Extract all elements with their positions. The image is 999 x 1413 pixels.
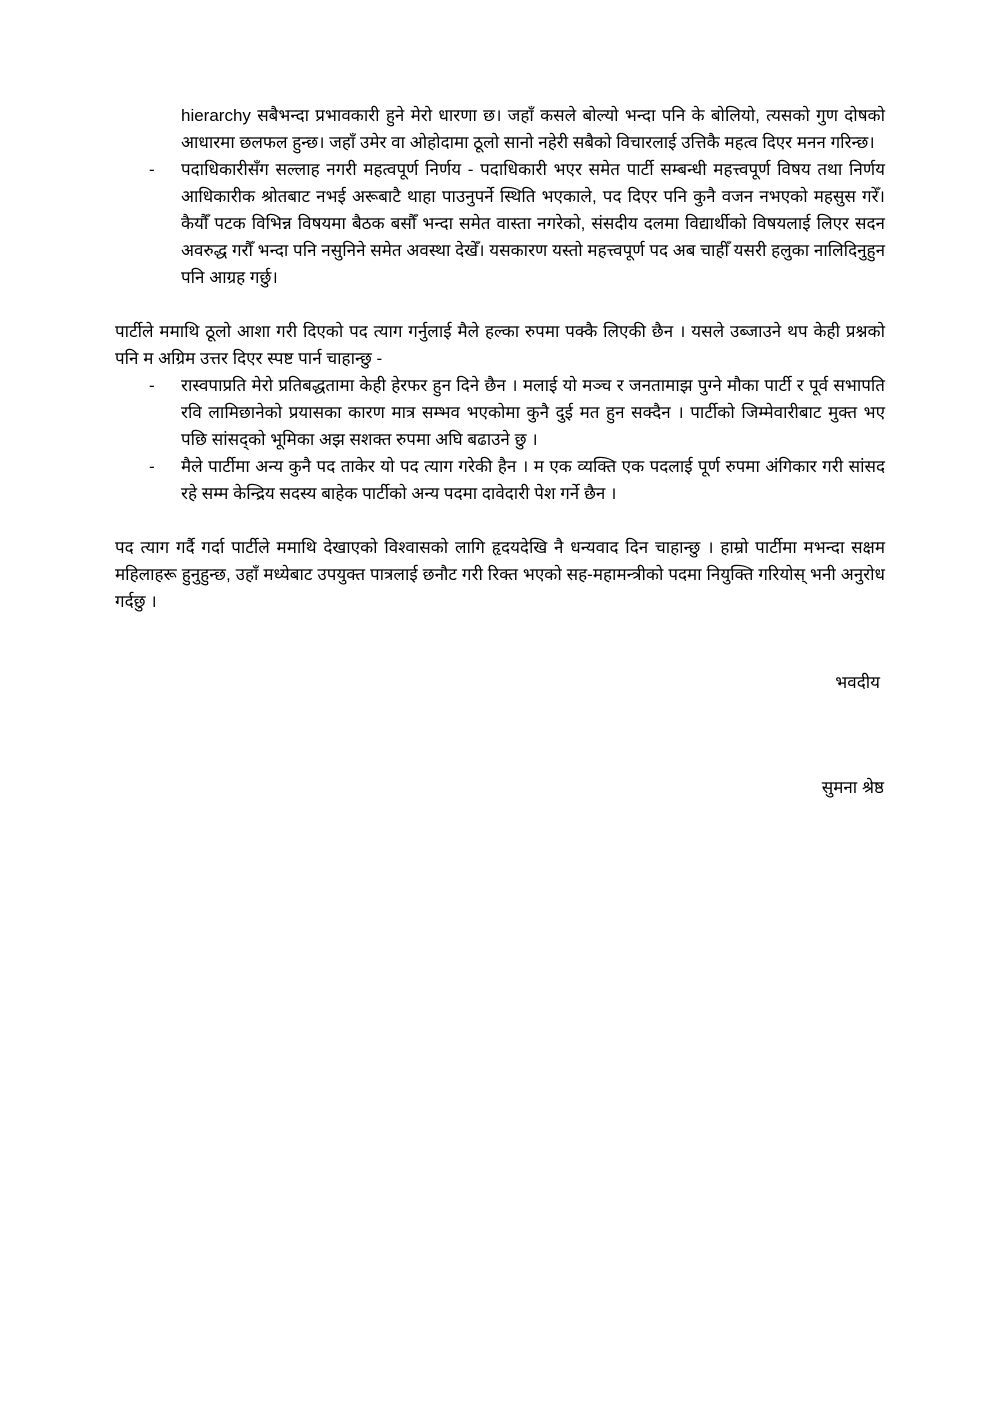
bullet-dash-marker: - [149, 376, 155, 395]
bullet-dash-marker: - [149, 457, 155, 476]
list-item-text: पदाधिकारीसँग सल्लाह नगरी महत्वपूर्ण निर्णय - पदाधिकारी भएर समेत पार्टी सम्बन्धी महत्त्वपूर्ण विषय तथा निर्णय आधिकारीक श्रोतबाट नभई अरूबाटै थाहा पाउनुपर्ने स्थिति भएकाले, पद दिएर पनि कुनै वजन नभएको महसुस गरेँ। कैयौँ पटक विभिन्न विषयमा बैठक बसौँ भन्दा समेत वास्ता नगरेको, संसदीय दलमा विद्यार्थीको विषयलाई लिएर सदन अवरुद्ध गरौँ भन्दा पनि नसुनिने समेत अवस्था देखेँ। यसकारण यस्तो महत्त्वपूर्ण पद अब चाहीँ यसरी हलुका नालिदिनुहुन पनि आग्रह गर्छु। [181, 160, 885, 287]
paragraph-gratitude-request: पद त्याग गर्दै गर्दा पार्टीले ममाथि देखाएको विश्वासको लागि हृदयदेखि नै धन्यवाद दिन चाहान्छु । हाम्रो पार्टीमा मभन्दा सक्षम महिलाहरू हुनुहुन्छ, उहाँ मध्येबाट उपयुक्त पात्रलाई छनौट गरी रिक्त भएको सह-महामन्त्रीको पदमा नियुक्ति गरियोस् भनी अनुरोध गर्दछु । [115, 538, 885, 611]
list-item-no-other-position [115, 453, 885, 507]
list-item-officials-decision [115, 156, 885, 291]
closing-salutation: भवदीय [835, 673, 880, 692]
list-item-raswapa-commitment [115, 372, 885, 453]
list-item-text: रास्वपाप्रति मेरो प्रतिबद्धतामा केही हेरफर हुन दिने छैन । मलाई यो मञ्च र जनतामाझ पुग्ने मौका पार्टी र पूर्व सभापति रवि लामिछानेको प्रयासका कारण मात्र सम्भव भएकोमा कुनै दुई मत हुन सक्दैन । पार्टीको जिम्मेवारीबाट मुक्त भए पछि सांसद्को भूमिका अझ सशक्त रुपमा अघि बढाउने छु । [181, 376, 885, 449]
paragraph-hierarchy-continuation: hierarchy सबैभन्दा प्रभावकारी हुने मेरो धारणा छ। जहाँ कसले बोल्यो भन्दा पनि के बोलियो, त्यसको गुण दोषको आधारमा छलफल हुन्छ। जहाँ उमेर वा ओहोदामा ठूलो सानो नहेरी सबैको विचारलाई उत्तिकै महत्व दिएर मनन गरिन्छ। [181, 106, 885, 152]
list-item-text: मैले पार्टीमा अन्य कुनै पद ताकेर यो पद त्याग गरेकी हैन । म एक व्यक्ति एक पदलाई पूर्ण रुपमा अंगिकार गरी सांसद रहे सम्म केन्द्रिय सदस्य बाहेक पार्टीको अन्य पदमा दावेदारी पेश गर्ने छैन । [181, 457, 885, 503]
paragraph-resignation-stance: पार्टीले ममाथि ठूलो आशा गरी दिएको पद त्याग गर्नुलाई मैले हल्का रुपमा पक्कै लिएकी छैन । यसले उब्जाउने थप केही प्रश्नको पनि म अग्रिम उत्तर दिएर स्पष्ट पार्न चाहान्छु - [115, 322, 885, 368]
letter-body [115, 0, 885, 801]
signature-name: सुमना श्रेष्ठ [821, 778, 884, 797]
bullet-dash-marker: - [149, 160, 155, 179]
